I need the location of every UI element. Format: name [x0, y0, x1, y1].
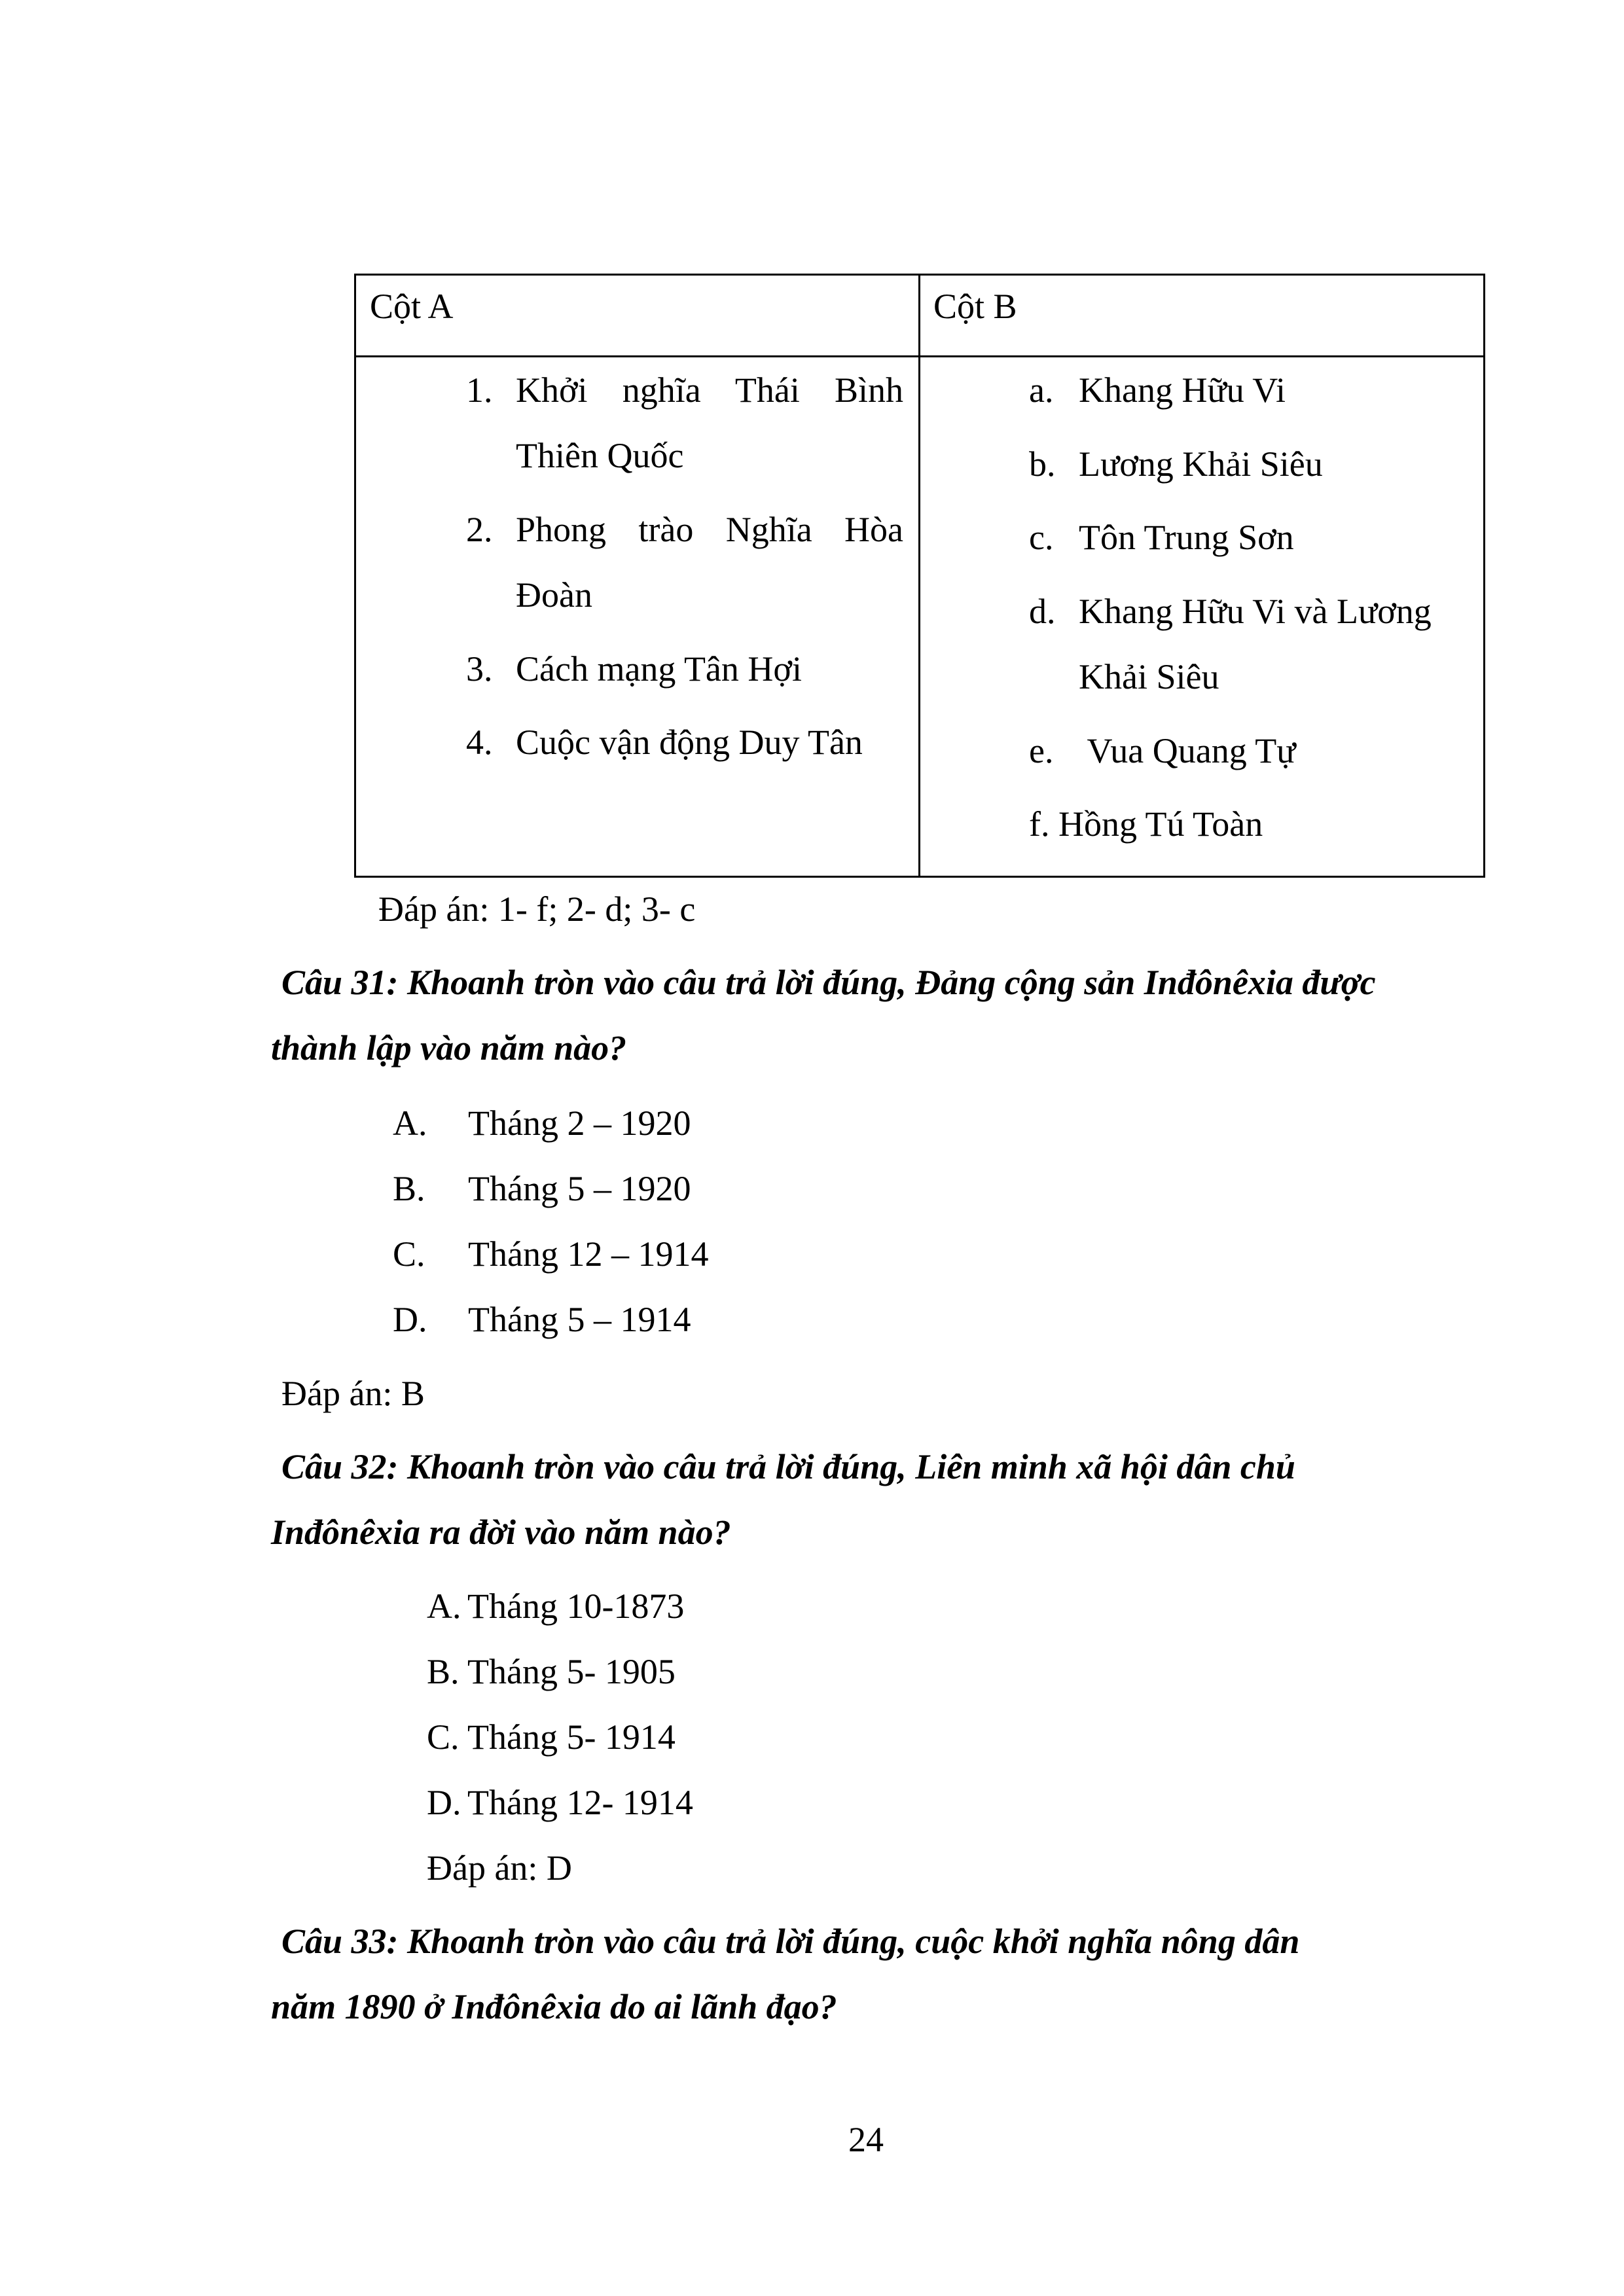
q32-option-a-text: Tháng 10-1873 — [467, 1587, 685, 1626]
column-a-header: Cột A — [370, 287, 454, 326]
col-b-item-d-line1: Khang Hữu Vi và Lương — [1079, 592, 1432, 631]
col-a-item-1-line1: Khởi nghĩa Thái Bình — [516, 370, 903, 410]
q31-option-c-text: Tháng 12 – 1914 — [468, 1234, 709, 1274]
col-b-item-f-text: f. Hồng Tú Toàn — [1029, 804, 1263, 844]
table-border-right — [1483, 274, 1485, 878]
page-number: 24 — [848, 2120, 884, 2159]
q31-option-b-text: Tháng 5 – 1920 — [468, 1169, 691, 1208]
question-31-line1: Câu 31: Khoanh tròn vào câu trả lời đúng, Đảng cộng sản Inđônêxia được — [281, 963, 1376, 1002]
q32-option-c-text: Tháng 5- 1914 — [467, 1717, 676, 1757]
question-32-line2: Inđônêxia ra đời vào năm nào? — [271, 1513, 731, 1552]
col-b-item-d-line2: Khải Siêu — [1079, 657, 1219, 696]
question-31-line2: thành lập vào năm nào? — [271, 1028, 627, 1067]
q31-option-a-text: Tháng 2 – 1920 — [468, 1103, 691, 1143]
q31-option-a-letter: A. — [393, 1103, 427, 1143]
col-a-item-2-line2: Đoàn — [516, 575, 592, 615]
col-b-item-b-letter: b. — [1029, 444, 1056, 484]
q32-option-b-text: Tháng 5- 1905 — [467, 1652, 676, 1691]
q31-option-d-text: Tháng 5 – 1914 — [468, 1300, 691, 1339]
col-b-item-e-letter: e. — [1029, 731, 1054, 770]
q32-option-d-text: Tháng 12- 1914 — [467, 1783, 693, 1822]
question-33-line1: Câu 33: Khoanh tròn vào câu trả lời đúng, cuộc khởi nghĩa nông dân — [281, 1922, 1300, 1961]
col-a-item-3-text: Cách mạng Tân Hợi — [516, 649, 802, 689]
col-a-item-2-num: 2. — [466, 510, 493, 549]
col-b-item-d-letter: d. — [1029, 592, 1056, 631]
col-a-item-1-num: 1. — [466, 370, 493, 410]
col-b-item-c-letter: c. — [1029, 518, 1054, 557]
table-border-middle — [918, 274, 920, 878]
table-border-left — [354, 274, 356, 878]
col-a-item-4-num: 4. — [466, 723, 493, 762]
q32-option-b-letter: B. — [427, 1652, 460, 1691]
col-b-item-a-letter: a. — [1029, 370, 1054, 410]
q32-answer: Đáp án: D — [427, 1848, 572, 1888]
col-b-item-e-text: Vua Quang Tự — [1079, 731, 1296, 770]
q31-option-b-letter: B. — [393, 1169, 425, 1208]
question-32-line1: Câu 32: Khoanh tròn vào câu trả lời đúng, Liên minh xã hội dân chủ — [281, 1447, 1295, 1486]
q31-option-c-letter: C. — [393, 1234, 425, 1274]
answer-30: Đáp án: 1- f; 2- d; 3- c — [378, 889, 696, 929]
q32-option-c-letter: C. — [427, 1717, 460, 1757]
question-33-line2: năm 1890 ở Inđônêxia do ai lãnh đạo? — [271, 1987, 837, 2026]
column-b-header: Cột B — [933, 287, 1017, 326]
q32-option-d-letter: D. — [427, 1783, 461, 1822]
col-a-item-1-line2: Thiên Quốc — [516, 436, 684, 475]
col-a-item-2-line1: Phong trào Nghĩa Hòa — [516, 510, 903, 549]
q32-option-a-letter: A. — [427, 1587, 461, 1626]
q31-option-d-letter: D. — [393, 1300, 427, 1339]
col-a-item-4-text: Cuộc vận động Duy Tân — [516, 723, 863, 762]
col-a-item-3-num: 3. — [466, 649, 493, 689]
col-b-item-a-text: Khang Hữu Vi — [1079, 370, 1286, 410]
q31-answer: Đáp án: B — [281, 1374, 425, 1413]
col-b-item-c-text: Tôn Trung Sơn — [1079, 518, 1294, 557]
col-b-item-b-text: Lương Khải Siêu — [1079, 444, 1323, 484]
